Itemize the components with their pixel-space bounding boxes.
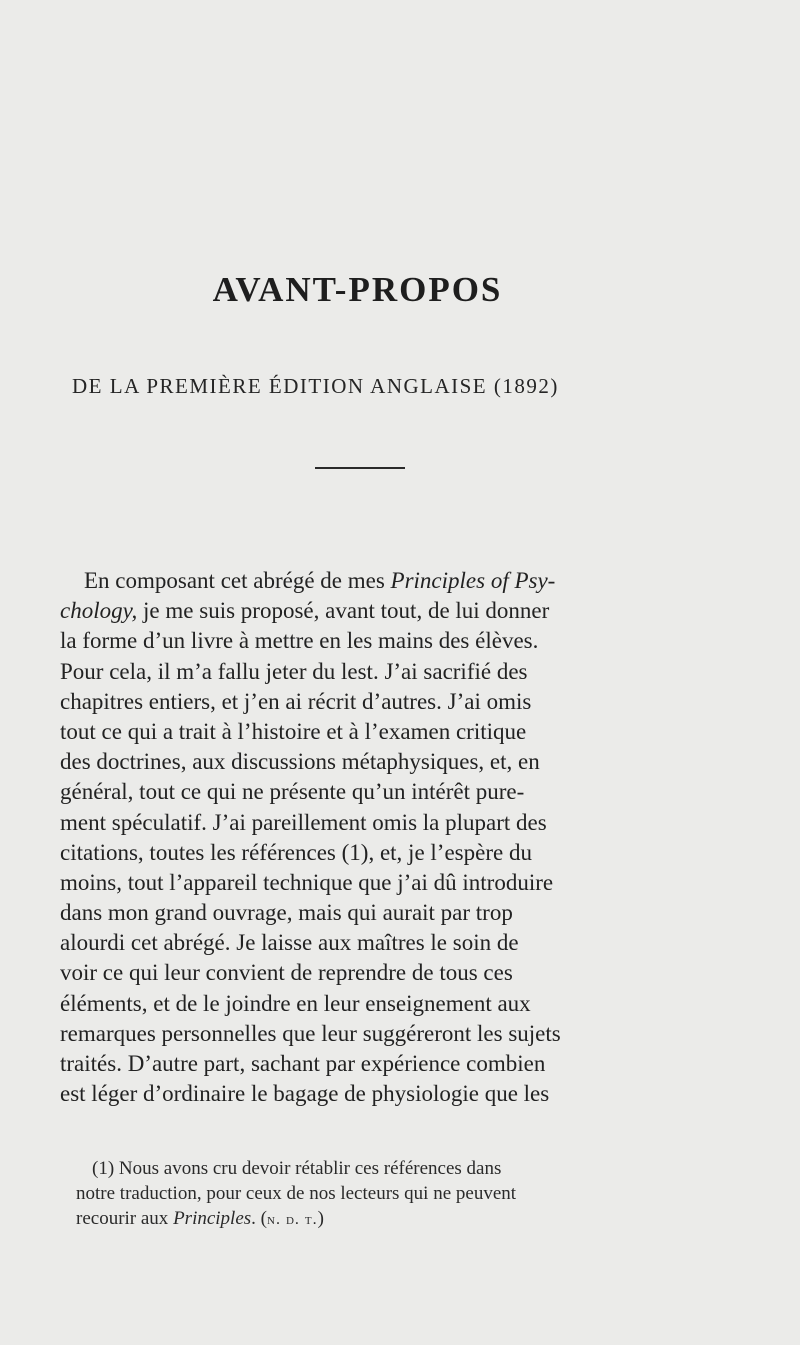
footnote	[76, 1156, 716, 1231]
footnote-text: recourir aux	[76, 1208, 174, 1229]
title-divider	[315, 467, 405, 469]
footnote-line: notre traduction, pour ceux de nos lecteurs qui ne peuvent	[76, 1183, 517, 1204]
text-line: Pour cela, il m’a fallu jeter du lest. J’ai sacrifié des	[60, 658, 528, 684]
footnote-text: )	[317, 1208, 324, 1229]
text-line: éléments, et de le joindre en leur enseignement aux	[60, 990, 531, 1016]
text-line: tout ce qui a trait à l’histoire et à l’examen critique	[60, 718, 527, 744]
footnote-line	[76, 1206, 716, 1231]
page-title: AVANT-PROPOS	[212, 270, 503, 309]
page-subtitle: DE LA PREMIÈRE ÉDITION ANGLAISE (1892)	[72, 374, 559, 398]
book-title-italic: chology,	[60, 598, 138, 624]
book-title-italic: Principles	[173, 1208, 252, 1229]
text-line: des doctrines, aux discussions métaphysiques, et, en	[60, 749, 540, 775]
footnote-text: . (	[251, 1208, 267, 1229]
text-line	[60, 596, 720, 626]
text-line: alourdi cet abrégé. Je laisse aux maîtres le soin de	[60, 930, 519, 956]
translator-note-abbrev: n. d. t.	[267, 1211, 318, 1228]
text-line	[60, 566, 720, 596]
text-run: En composant cet abrégé de mes	[84, 568, 391, 593]
text-line: dans mon grand ouvrage, mais qui aurait par trop	[60, 900, 513, 926]
text-line: chapitres entiers, et j’en ai récrit d’autres. J’ai omis	[60, 688, 532, 714]
text-line: la forme d’un livre à mettre en les mains des élèves.	[60, 628, 539, 654]
footnote-line	[76, 1156, 716, 1181]
book-title-italic: Principles of Psy-	[390, 568, 556, 593]
footnote-text: (1) Nous avons cru devoir rétablir ces références dans	[92, 1158, 502, 1179]
text-run: je me suis proposé, avant tout, de lui donner	[137, 598, 550, 624]
text-line: traités. D’autre part, sachant par expérience combien	[60, 1051, 546, 1076]
body-paragraph	[60, 566, 720, 1109]
text-line: remarques personnelles que leur suggéreront les sujets	[60, 1020, 561, 1046]
text-line: voir ce qui leur convient de reprendre de tous ces	[60, 960, 513, 986]
text-line: ment spéculatif. J’ai pareillement omis la plupart des	[60, 809, 547, 835]
text-line: général, tout ce qui ne présente qu’un intérêt pure-	[60, 779, 525, 805]
text-line: citations, toutes les références (1), et, je l’espère du	[60, 839, 532, 865]
text-line: moins, tout l’appareil technique que j’ai dû introduire	[60, 869, 554, 895]
text-line: est léger d’ordinaire le bagage de physiologie que les	[60, 1081, 550, 1107]
